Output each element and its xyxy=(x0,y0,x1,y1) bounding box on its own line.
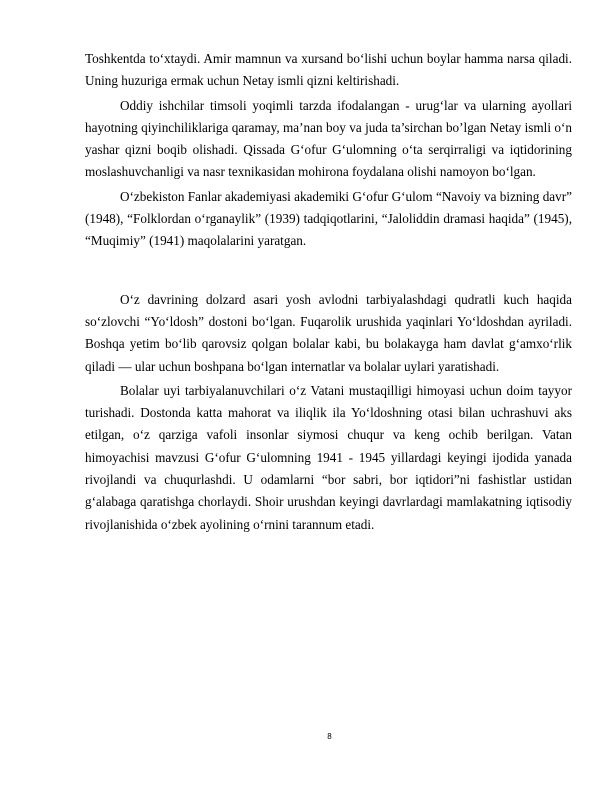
page-number: 8 xyxy=(327,732,332,741)
paragraph-3: O‘zbekiston Fanlar akademiyasi akademiki G‘ofur G‘ulom “Navoiy va bizning davr” (1948), “Folklordan o‘rganaylik” (1939) tadqiqotlarini, “Jaloliddin dramasi haqida” (1945), “Muqimiy” (1941) maqolalarini yaratgan. xyxy=(85,188,572,249)
paragraph-1: Toshkentda to‘xtaydi. Amir mamnun va xursand bo‘lishi uchun boylar hamma narsa qiladi. Uning huzuriga ermak uchun Netay ismli qizni keltirishadi. xyxy=(85,51,572,89)
body-text xyxy=(85,48,572,536)
paragraph-4: O‘z davrining dolzard asari yosh avlodni tarbiyalashdagi qudratli kuch haqida so‘zlovchi “Yo‘ldosh” dostoni bo‘lgan. Fuqarolik urushida yaqinlari Yo‘ldoshdan ayriladi. Boshqa yetim bo‘lib qarovsiz qolgan bolalar kabi, bu bolakayga ham davlat g‘amxo‘rlik qiladi — ular uchun boshpana bo‘lgan internatlar va bolalar uylari yaratishadi. xyxy=(85,291,572,374)
section-gap xyxy=(85,253,572,289)
paragraph-2: Oddiy ishchilar timsoli yoqimli tarzda ifodalangan - urug‘lar va ularning ayollari hayotning qiyinchiliklariga qaramay, ma’nan boy va juda ta’sirchan bo’lgan Netay ismli o‘n yashar qizni boqib olishadi. Qissada G‘ofur G‘ulomning o‘ta serqirraligi va iqtidorining moslashuvchanligi va nasr texnikasidan mohirona foydalana olishi namoyon bo‘lgan. xyxy=(85,97,572,180)
paragraph-5: Bolalar uyi tarbiyalanuvchilari o‘z Vatani mustaqilligi himoyasi uchun doim tayyor turishadi. Dostonda katta mahorat va iliqlik ila Yo‘ldoshning otasi bilan uchrashuvi aks etilgan, o‘z qarziga vafoli insonlar siymosi chuqur va keng ochib berilgan. Vatan himoyachisi mavzusi G‘ofur G‘ulomning 1941 - 1945 yillardagi keyingi ijodida yanada rivojlandi va chuqurlashdi. U odamlarni “bor sabri, bor iqtidori”ni fashistlar ustidan g‘alabaga qaratishga chorlaydi. Shoir urushdan keyingi davrlardagi mamlakatning iqtisodiy rivojlanishida o‘zbek ayolining o‘rnini tarannum etadi. xyxy=(85,382,572,532)
